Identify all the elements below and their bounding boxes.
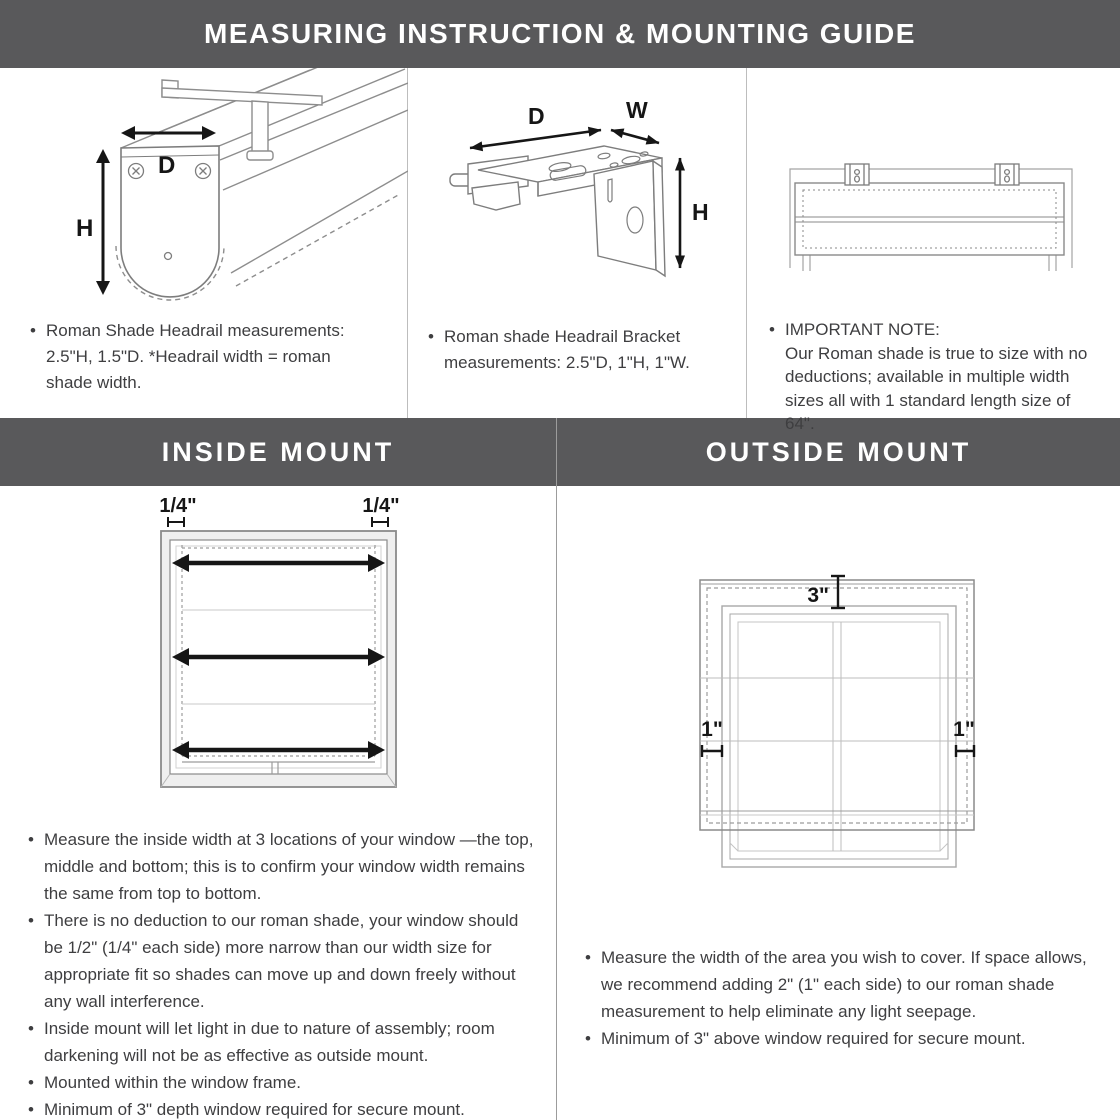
outside-mount-bullets (557, 938, 1120, 1052)
top-gap-label: 3" (807, 584, 829, 607)
bracket-section (408, 68, 747, 418)
dim-label-w: W (626, 97, 648, 123)
gap-label-left: 1/4" (159, 495, 197, 517)
headrail-diagram (0, 68, 408, 318)
list-item: • There is no deduction to our roman shade, your window should be 1/2" (1/4" each side) more narrow than our width size for appropriate fit so shades can move up and down freely without any wall interference. (28, 907, 540, 1015)
outside-mount-diagram (557, 538, 1119, 938)
top-gap-measure (831, 576, 845, 608)
headrail-note-text: • Roman Shade Headrail measurements: 2.5"H, 1.5"D. *Headrail width = roman shade width. (30, 318, 371, 396)
important-note-section (747, 68, 1120, 433)
inside-mount-heading: INSIDE MOUNT (0, 418, 556, 486)
outside-mount-heading: OUTSIDE MOUNT (557, 418, 1120, 486)
side-gap-label-right: 1" (953, 718, 975, 741)
top-section (0, 68, 1120, 433)
headrail-note (0, 318, 407, 396)
outside-mount-section (557, 418, 1120, 1120)
headrail-section (0, 68, 408, 418)
side-gap-label-left: 1" (701, 718, 723, 741)
list-item: • Measure the inside width at 3 locations of your window —the top, middle and bottom; this is to confirm your window width remains the same from top to bottom. (28, 826, 540, 907)
important-note (747, 318, 1120, 436)
list-item: • Minimum of 3" above window required for secure mount. (585, 1025, 1106, 1052)
bracket-icon (845, 164, 1019, 185)
inside-mount-diagram (0, 486, 557, 818)
bracket-depth-arrow (470, 130, 601, 148)
bracket-width-arrow (611, 130, 659, 143)
list-item: • Mounted within the window frame. (28, 1069, 540, 1096)
bracket-note-text: • Roman shade Headrail Bracket measurements: 2.5"D, 1"H, 1"W. (428, 324, 698, 376)
bracket-note (408, 318, 746, 376)
gap-measure-marks (168, 517, 388, 527)
height-measure-arrow (96, 149, 110, 295)
important-note-title: IMPORTANT NOTE: (785, 320, 940, 339)
inside-mount-bullets (0, 818, 556, 1120)
dim-label-d: D (158, 152, 176, 179)
mounted-headrail-diagram (747, 68, 1119, 318)
page-title: MEASURING INSTRUCTION & MOUNTING GUIDE (0, 0, 1120, 68)
mount-section (0, 418, 1120, 1120)
dim-label-h: H (692, 199, 709, 225)
side-gap-measure-marks (702, 745, 974, 757)
list-item: • Minimum of 3" depth window required for secure mount. (28, 1096, 540, 1120)
inside-mount-section (0, 418, 557, 1120)
bracket-diagram (408, 68, 746, 318)
important-note-body: Our Roman shade is true to size with no deductions; available in multiple width sizes all with 1 standard length size of 64". (785, 343, 1088, 433)
dim-label-d: D (528, 103, 545, 129)
list-item: • Measure the width of the area you wish to cover. If space allows, we recommend adding 2" (1" each side) to our roman shade measurement to help eliminate any light seepage. (585, 944, 1106, 1025)
gap-label-right: 1/4" (362, 495, 400, 517)
dim-label-h: H (76, 215, 94, 242)
list-item: • Inside mount will let light in due to nature of assembly; room darkening will not be as effective as outside mount. (28, 1015, 540, 1069)
